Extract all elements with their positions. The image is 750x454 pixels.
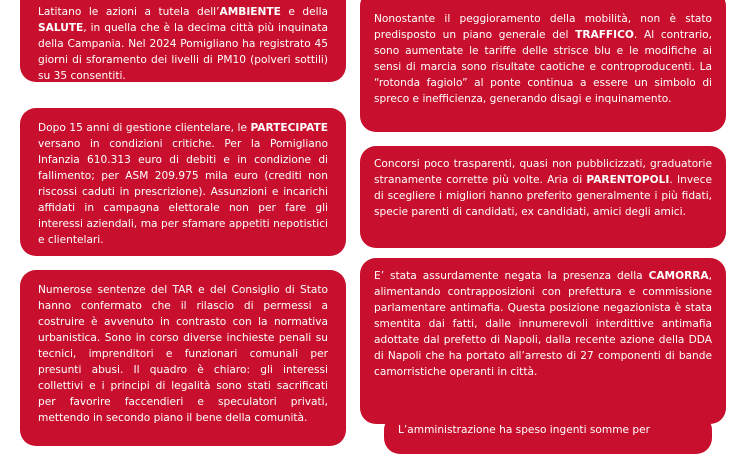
camorra-card [360,258,726,424]
keyword-highlight: PARTECIPATE [250,122,328,134]
text-segment: , in quella che è la decima città più inquinata della Campania. Nel 2024 Pomigliano ha registrato 45 giorni di sforamento dei livelli di PM10 (polveri sottili) su 35 consentiti. [38,22,328,82]
keyword-highlight: TRAFFICO [575,29,634,41]
text-segment: e della [280,6,329,18]
card-text [38,4,328,82]
card-text [374,11,712,107]
text-segment: E’ stata assurdamente negata la presenza della [374,270,649,282]
card-text [374,156,712,220]
partecipate-card [20,108,346,256]
card-text [38,120,328,248]
ambiente-salute-card [20,0,346,82]
traffico-card [360,0,726,132]
keyword-highlight: SALUTE [38,22,84,34]
text-segment: , alimentando contrapposizioni con prefettura e commissione parlamentare antimafia. Questa posizione negazionista è stata smentita dai fatti, dalle innumerevoli interdittive antimafia adottate dal prefetto di Napoli, dalla recente azione della DDA di Napoli che ha portato all’arresto di 27 componenti di bande camorristiche operanti in città. [374,270,712,378]
card-text [398,422,698,438]
spese-card [384,414,712,454]
text-segment: versano in condizioni critiche. Per la Pomigliano Infanzia 610.313 euro di debiti e in condizione di fallimento; per ASM 209.975 mila euro (crediti non riscossi caduti in prescrizione). Assunzioni e incarichi affidati in campagna elettorale non per fare gli interessi aziendali, ma per sfamare appetiti nepotistici e clientelari. [38,138,328,246]
keyword-highlight: AMBIENTE [219,6,281,18]
text-segment: . Al contrario, sono aumentate le tariffe delle strisce blu e le modifiche ai sensi di marcia sono risultate caotiche e controproducenti. La “rotonda fagiolo” al ponte continua a essere un simbolo di spreco e inefficienza, generando disagi e inquinamento. [374,29,712,105]
text-segment: Latitano le azioni a tutela dell’ [38,6,220,18]
card-text [374,268,712,380]
text-segment: L’amministrazione ha speso ingenti somme per [398,424,651,436]
parentopoli-card [360,146,726,248]
text-segment: . Invece di scegliere i migliori hanno preferito generalmente i più fidati, specie parenti di candidati, ex candidati, amici degli amici. [374,174,712,218]
text-segment: Nonostante il peggioramento della mobilità, non è stato predisposto un piano generale del [374,13,712,41]
text-segment: Numerose sentenze del TAR e del Consiglio di Stato hanno confermato che il rilascio di permessi a costruire è avvenuto in contrasto con la normativa urbanistica. Sono in corso diverse inchieste penali su tecnici, imprenditori e funzionari comunali per presunti abusi. Il quadro è chiaro: gli interessi collettivi e i principi di legalità sono stati sacrificati per favorire faccendieri e speculatori privati, mettendo in secondo piano il bene della comunità. [38,284,328,424]
keyword-highlight: PARENTOPOLI [586,174,670,186]
keyword-highlight: CAMORRA [648,270,709,282]
text-segment: Dopo 15 anni di gestione clientelare, le [38,122,251,134]
urbanistica-card [20,270,346,446]
card-text [38,282,328,426]
text-segment: Concorsi poco trasparenti, quasi non pubblicizzati, graduatorie stranamente corrette più volte. Aria di [374,158,712,186]
